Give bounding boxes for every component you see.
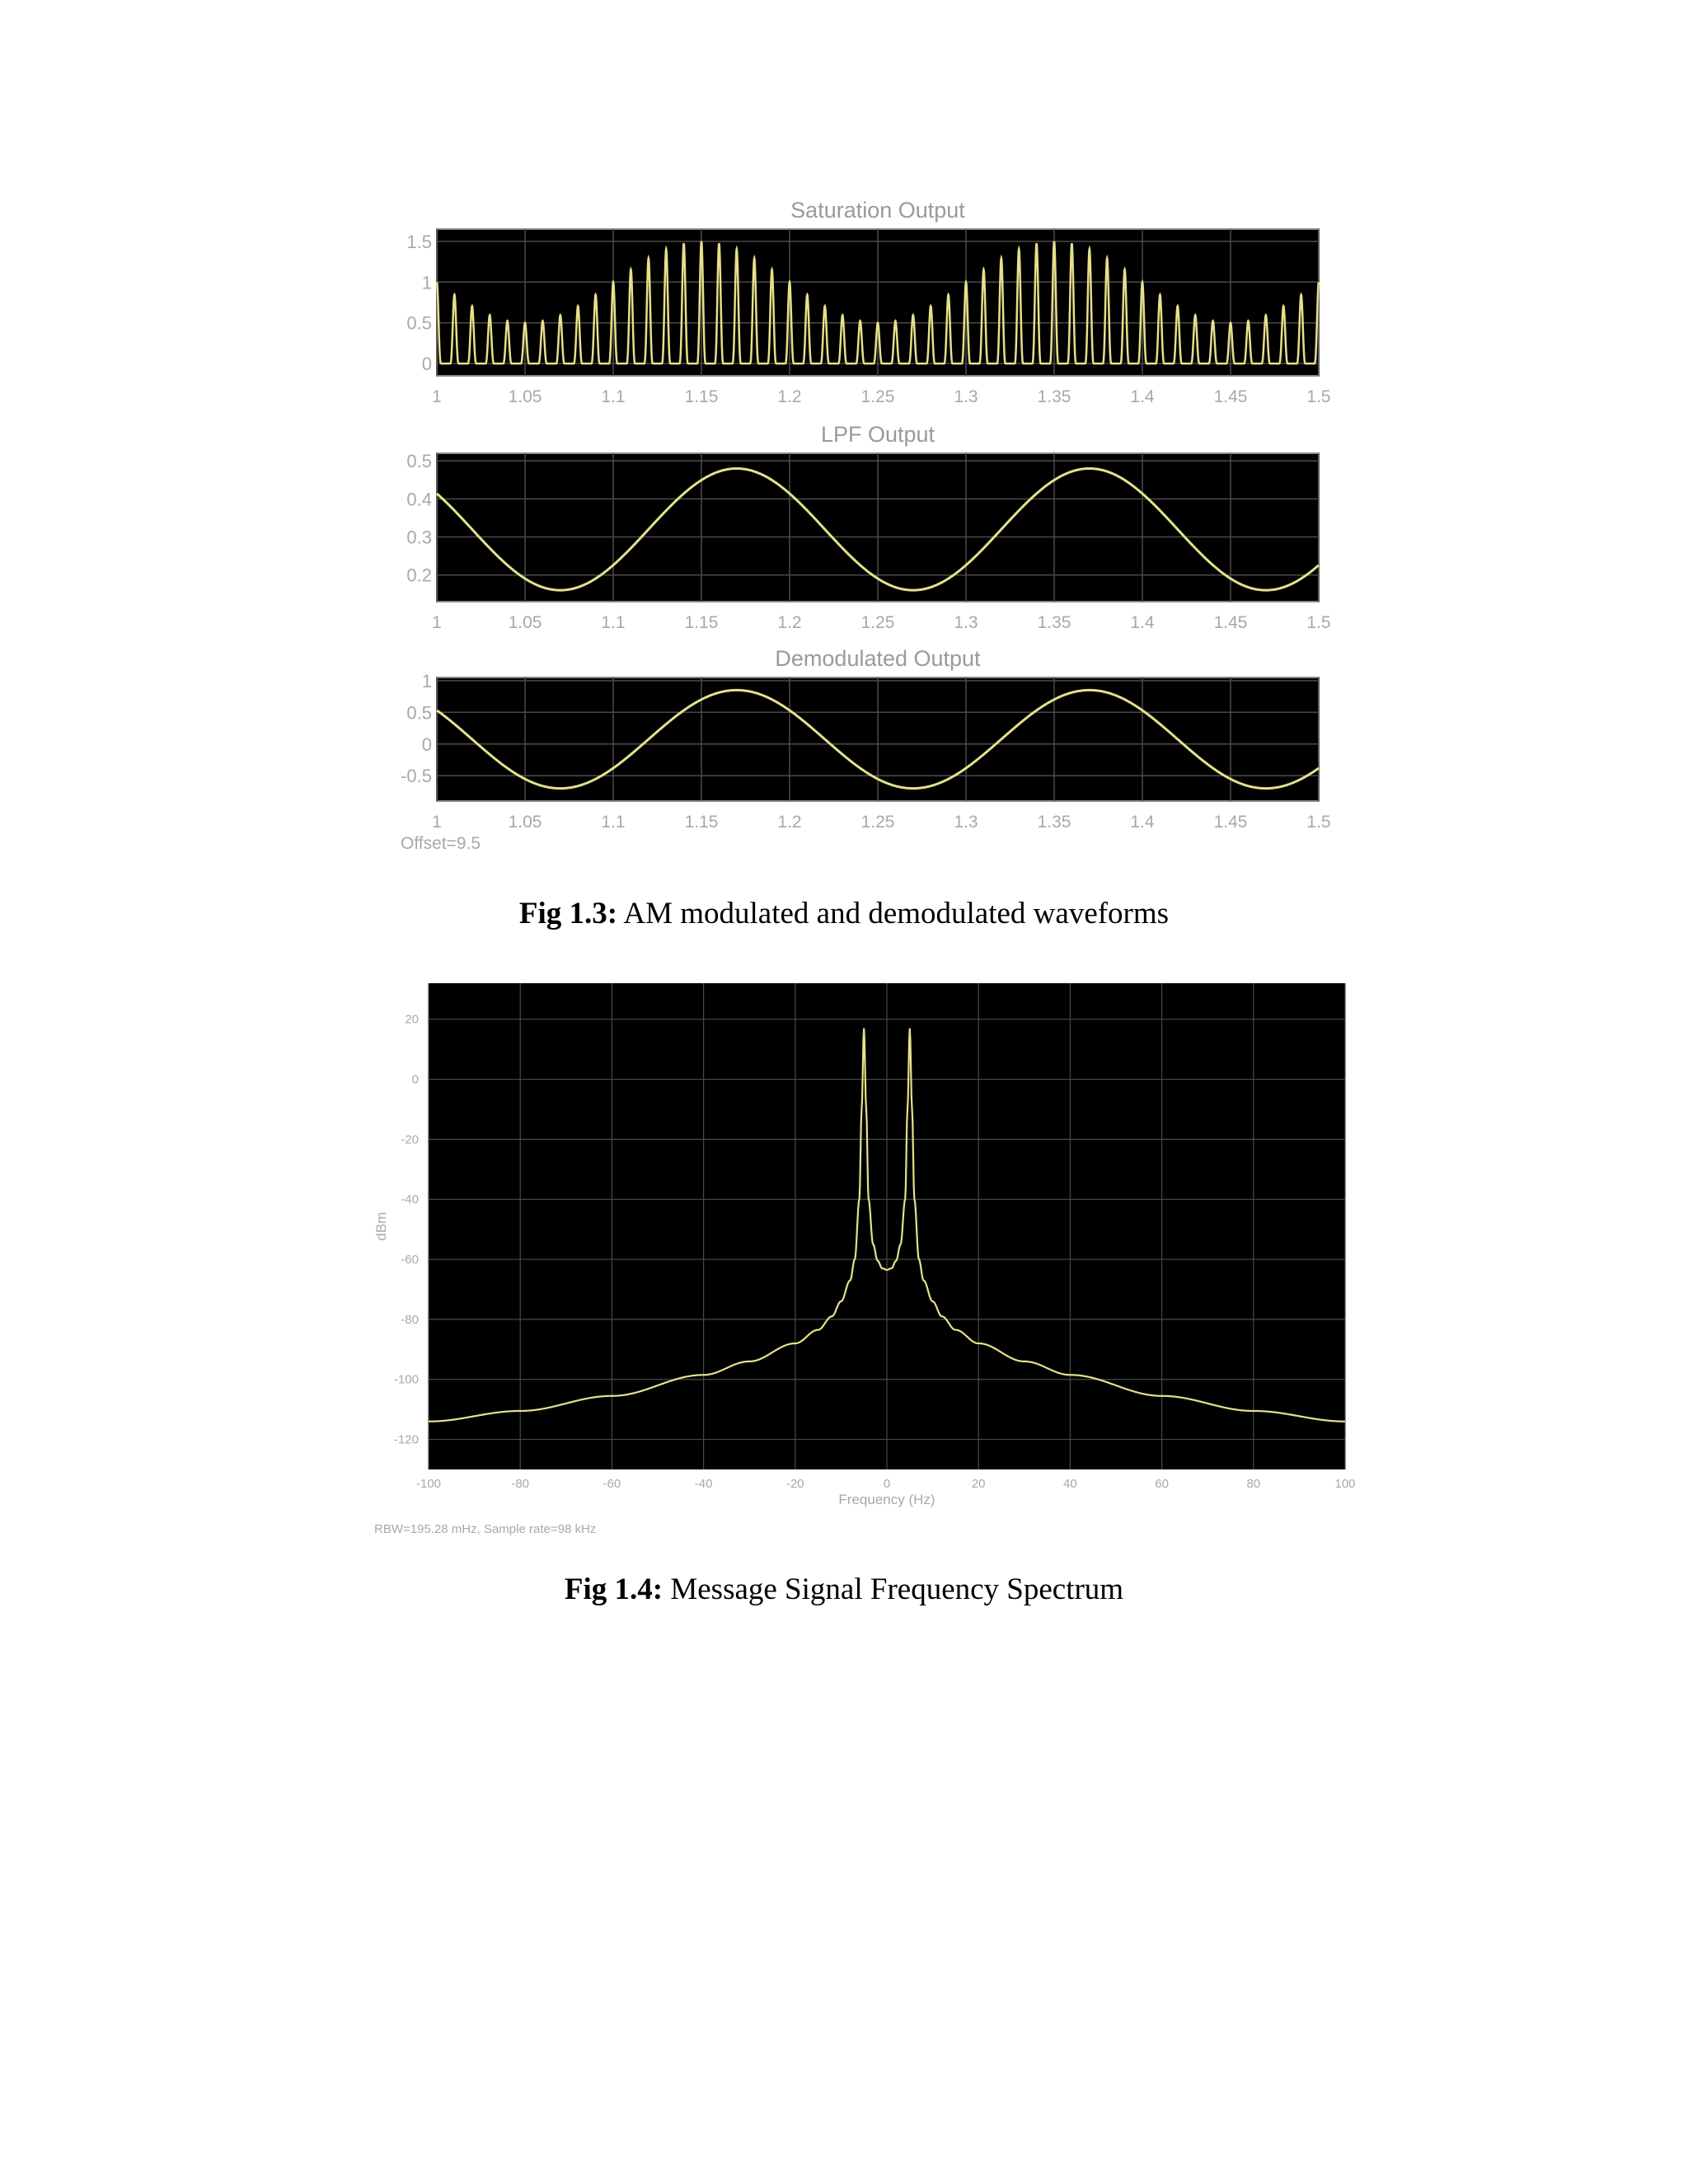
x-tick-label: 1.1 (601, 613, 626, 632)
x-tick-label: 1.1 (601, 387, 626, 406)
panel-title-demodulated: Demodulated Output (775, 646, 981, 671)
x-tick-label: 1.45 (1213, 813, 1248, 832)
y-tick-label: 1 (421, 670, 432, 691)
y-tick-label: -100 (393, 1372, 419, 1387)
x-tick-label: 1.3 (954, 387, 978, 406)
x-tick-label: 1.5 (1306, 613, 1331, 632)
x-tick-label: 1.3 (954, 613, 978, 632)
y-tick-label: -20 (401, 1132, 419, 1147)
x-tick-label: 1 (432, 387, 442, 406)
x-tick-label: 1.45 (1213, 613, 1248, 632)
x-tick-label: 1.45 (1213, 387, 1248, 406)
x-tick-label: 80 (1246, 1477, 1261, 1491)
offset-note: Offset=9.5 (401, 834, 481, 853)
figure-1-4-caption-text: Message Signal Frequency Spectrum (670, 1572, 1124, 1606)
x-tick-label: 1.35 (1037, 387, 1071, 406)
y-tick-label: 0.5 (406, 702, 432, 724)
scope-panel-demodulated (401, 646, 1331, 832)
x-tick-label: -60 (603, 1477, 621, 1491)
x-tick-label: 1 (432, 813, 442, 832)
y-tick-label: 0 (421, 733, 432, 755)
x-tick-label: 1.05 (508, 813, 542, 832)
y-tick-label: 0.3 (406, 527, 432, 548)
figure-1-3-scope (371, 190, 1343, 865)
x-tick-label: 1.4 (1130, 813, 1155, 832)
x-tick-label: 1.1 (601, 813, 626, 832)
x-tick-label: 1.5 (1306, 813, 1331, 832)
x-tick-label: 1.25 (860, 813, 895, 832)
panel-title-lpf: LPF Output (820, 422, 935, 447)
y-tick-label: -40 (401, 1193, 419, 1207)
x-tick-label: 1.15 (684, 387, 719, 406)
x-tick-label: 1.05 (508, 613, 542, 632)
y-tick-label: 1.5 (406, 231, 432, 252)
x-tick-label: -20 (785, 1477, 804, 1491)
figure-1-3-caption (0, 896, 1688, 931)
x-tick-label: 1.2 (777, 613, 802, 632)
x-tick-label: 100 (1334, 1477, 1356, 1491)
y-tick-label: -60 (401, 1253, 419, 1268)
y-axis-label: dBm (373, 1212, 389, 1241)
x-tick-label: 1.5 (1306, 387, 1331, 406)
panel-title-saturation: Saturation Output (790, 198, 965, 223)
x-tick-label: -40 (694, 1477, 713, 1491)
y-tick-label: -120 (393, 1432, 419, 1447)
y-tick-label: 20 (405, 1012, 419, 1027)
x-tick-label: 1.25 (860, 387, 895, 406)
x-tick-label: 1.25 (860, 613, 895, 632)
x-axis-label: Frequency (Hz) (838, 1492, 935, 1507)
figure-1-4-caption (0, 1572, 1688, 1607)
y-tick-label: -80 (401, 1312, 419, 1327)
figure-1-3-caption-label: Fig 1.3: (518, 897, 618, 930)
figure-1-3-caption-text: AM modulated and demodulated waveforms (623, 897, 1170, 930)
y-tick-label: 1 (421, 272, 432, 293)
y-tick-label: 0 (411, 1072, 419, 1087)
figure-1-4-caption-label: Fig 1.4: (564, 1572, 663, 1606)
scope-panel-lpf (406, 422, 1330, 632)
y-tick-label: 0.5 (406, 451, 432, 472)
x-tick-label: 1.4 (1130, 613, 1155, 632)
x-tick-label: 1.4 (1130, 387, 1155, 406)
y-tick-label: 0.5 (406, 312, 432, 334)
y-tick-label: 0.2 (406, 565, 432, 586)
x-tick-label: 1.35 (1037, 613, 1071, 632)
figure-1-4-spectrum (363, 977, 1368, 1545)
x-tick-label: 40 (1063, 1477, 1077, 1491)
x-tick-label: 1.35 (1037, 813, 1071, 832)
x-tick-label: 1.05 (508, 387, 542, 406)
y-tick-label: 0 (421, 354, 432, 375)
x-tick-label: 0 (883, 1477, 891, 1491)
x-tick-label: -80 (511, 1477, 530, 1491)
x-tick-label: 1 (432, 613, 442, 632)
x-tick-label: 20 (971, 1477, 986, 1491)
x-tick-label: 1.3 (954, 813, 978, 832)
scope-panel-saturation (406, 198, 1330, 406)
x-tick-label: 1.2 (777, 387, 802, 406)
x-tick-label: 1.15 (684, 813, 719, 832)
x-tick-label: 1.15 (684, 613, 719, 632)
y-tick-label: 0.4 (406, 489, 432, 510)
x-tick-label: 1.2 (777, 813, 802, 832)
y-tick-label: -0.5 (401, 766, 432, 787)
x-tick-label: -100 (415, 1477, 442, 1491)
rbw-note: RBW=195.28 mHz, Sample rate=98 kHz (374, 1522, 597, 1536)
x-tick-label: 60 (1155, 1477, 1169, 1491)
